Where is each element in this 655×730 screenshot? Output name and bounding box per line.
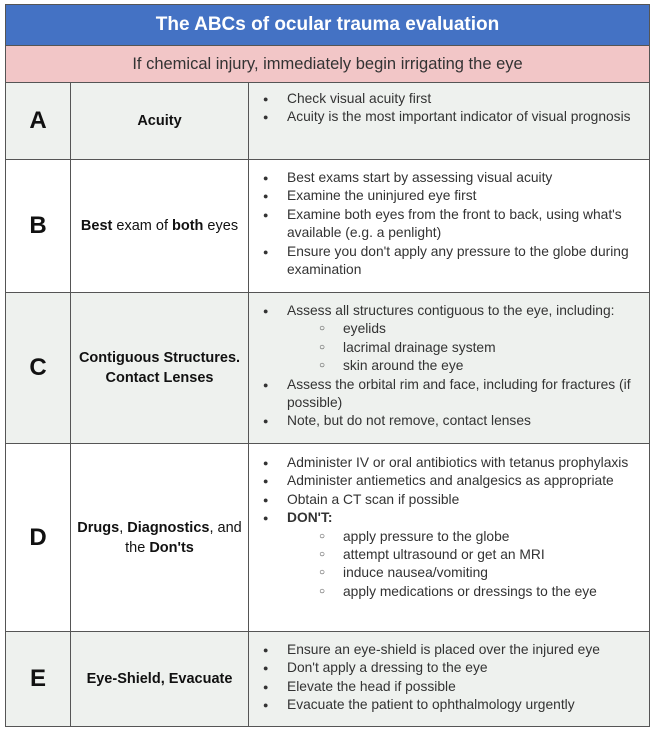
row-d-name [71,444,249,631]
row-d-name-part: Drugs [77,519,120,536]
row-b-name-part: both [172,218,204,234]
row-d-content [249,444,649,631]
row-a-letter: A [6,83,71,159]
row-b [6,160,649,293]
row-d-letter: D [6,444,71,631]
list-item: ● Assess the orbital rim and face, including for fractures (if possible) [263,376,641,413]
list-item: ○ apply pressure to the globe [263,528,641,546]
row-e [6,632,649,726]
list-item: ● Evacuate the patient to ophthalmology urgently [263,696,641,714]
list-item: ● Acuity is the most important indicator of visual prognosis [263,108,641,126]
chemical-injury-banner: If chemical injury, immediately begin irrigating the eye [6,46,649,83]
list-item: ● Check visual acuity first [263,90,641,108]
row-c-name-text: Contiguous Structures. Contact Lenses [78,350,241,386]
table-title: The ABCs of ocular trauma evaluation [6,5,649,46]
row-d [6,444,649,632]
row-d-name-part: , [119,519,128,536]
row-e-name [71,632,249,726]
list-item: ○ lacrimal drainage system [263,339,641,357]
list-item: ● Administer antiemetics and analgesics as appropriate [263,472,641,490]
list-item: ● Ensure you don't apply any pressure to the globe during examination [263,243,641,280]
list-item: ● Examine both eyes from the front to back, using what's available (e.g. a penlight) [263,206,641,243]
row-e-content [249,632,649,726]
row-b-content [249,160,649,292]
row-c-name [71,293,249,443]
row-c [6,293,649,444]
row-d-name-part: Don'ts [149,539,194,556]
list-item: ● Note, but do not remove, contact lenses [263,412,641,430]
row-b-name-part: exam of [112,218,172,234]
list-item: ○ eyelids [263,320,641,338]
list-item: ○ apply medications or dressings to the eye [263,583,641,601]
list-item: ● Ensure an eye-shield is placed over the injured eye [263,641,641,659]
row-a [6,83,649,160]
row-c-content [249,293,649,443]
row-c-letter: C [6,293,71,443]
list-item: ● Administer IV or oral antibiotics with tetanus prophylaxis [263,454,641,472]
row-e-name-text: Eye-Shield, Evacuate [86,671,233,687]
list-item: ● Don't apply a dressing to the eye [263,659,641,677]
row-a-name-text: Acuity [137,113,182,129]
list-item: ● Examine the uninjured eye first [263,187,641,205]
row-d-name-part: Diagnostics [127,519,210,536]
row-a-content [249,83,649,159]
list-item: ● Elevate the head if possible [263,678,641,696]
row-a-name [71,83,249,159]
list-item [263,509,641,527]
row-b-name-part: Best [80,218,113,234]
row-b-name [71,160,249,292]
row-b-letter: B [6,160,71,292]
list-item: ○ skin around the eye [263,357,641,375]
row-d-name-part: , and the [125,519,242,556]
row-b-name-part: eyes [203,218,239,234]
row-e-letter: E [6,632,71,726]
list-item: ● Assess all structures contiguous to the eye, including: [263,302,641,320]
donts-label: DON'T: [287,510,333,526]
list-item: ○ attempt ultrasound or get an MRI [263,546,641,564]
list-item: ● Best exams start by assessing visual acuity [263,169,641,187]
abc-table [5,4,650,727]
list-item: ● Obtain a CT scan if possible [263,491,641,509]
list-item: ○ induce nausea/vomiting [263,564,641,582]
